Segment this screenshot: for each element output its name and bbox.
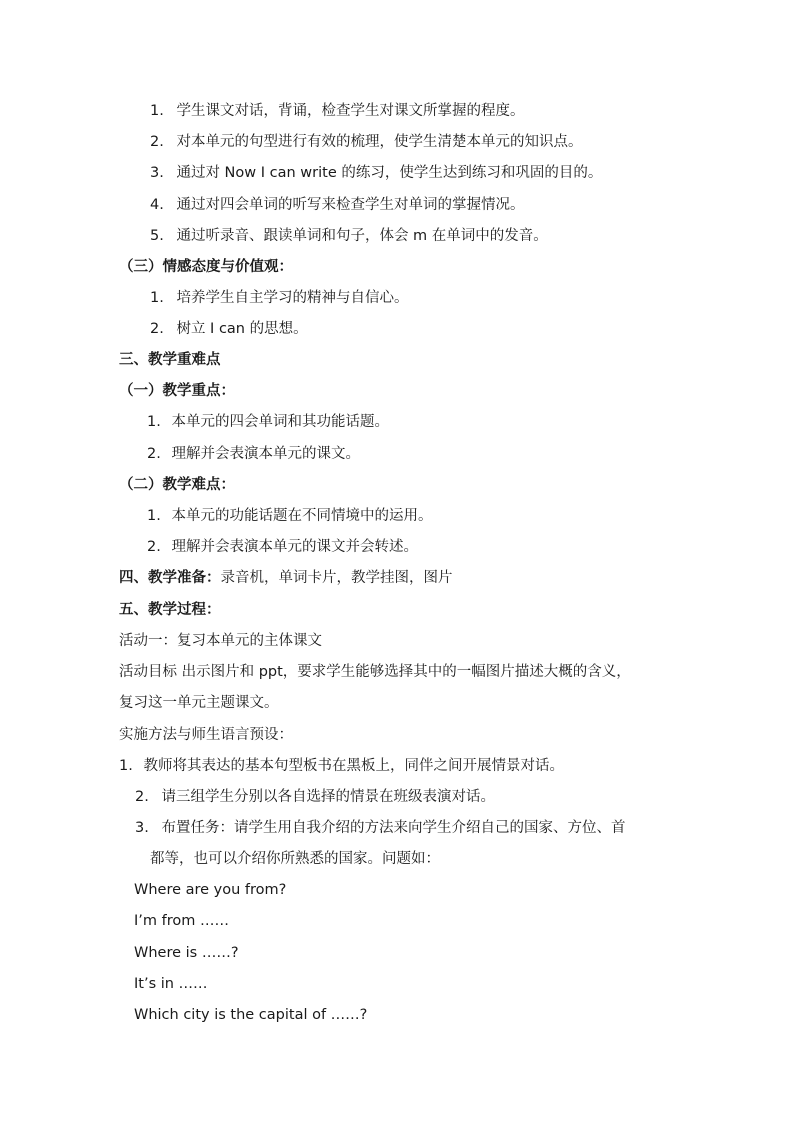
list-text: 理解并会表演本单元的课文。 xyxy=(171,446,360,462)
list-item xyxy=(150,132,582,152)
list-number: 3. xyxy=(135,820,149,836)
list-number: 2. xyxy=(147,446,161,462)
list-text: 通过对四会单词的听写来检查学生对单词的掌握情况。 xyxy=(176,197,525,213)
list-text: 本单元的功能话题在不同情境中的运用。 xyxy=(171,508,433,524)
list-number: 2. xyxy=(147,539,161,555)
list-number: 2. xyxy=(135,789,149,805)
activity-title: 活动一：复习本单元的主体课文 xyxy=(119,633,322,649)
list-number: 4. xyxy=(150,197,164,213)
list-item xyxy=(119,756,564,776)
list-item xyxy=(150,163,602,183)
list-text: 树立 I can 的思想。 xyxy=(176,321,308,337)
list-text: 通过听录音、跟读单词和句子，体会 m 在单词中的发音。 xyxy=(176,228,548,244)
list-number: 1. xyxy=(119,758,133,774)
example-sentence: I’m from …… xyxy=(134,913,229,929)
activity-goal-cont: 复习这一单元主题课文。 xyxy=(119,695,279,711)
list-number: 1. xyxy=(147,508,161,524)
section-line xyxy=(119,568,453,588)
list-item xyxy=(150,101,524,121)
list-text: 学生课文对话，背诵，检查学生对课文所掌握的程度。 xyxy=(176,103,525,119)
subsection-heading: （一）教学重点： xyxy=(119,383,235,399)
list-number: 2. xyxy=(150,134,164,150)
list-item xyxy=(150,195,524,215)
list-item xyxy=(150,226,548,246)
list-item xyxy=(135,818,625,838)
list-number: 5. xyxy=(150,228,164,244)
section-text: 录音机，单词卡片，教学挂图，图片 xyxy=(220,570,453,586)
example-sentence: Where is ……? xyxy=(134,945,239,961)
section-heading: 三、教学重难点 xyxy=(119,352,221,368)
list-number: 1. xyxy=(150,103,164,119)
list-item xyxy=(147,537,418,557)
list-item-cont: 都等，也可以介绍你所熟悉的国家。问题如： xyxy=(150,851,440,867)
list-text: 教师将其表达的基本句型板书在黑板上，同伴之间开展情景对话。 xyxy=(143,758,564,774)
example-sentence: Which city is the capital of ……? xyxy=(134,1007,368,1023)
list-item xyxy=(147,506,432,526)
example-sentence: Where are you from? xyxy=(134,882,287,898)
list-number: 1. xyxy=(147,414,161,430)
list-item xyxy=(147,412,389,432)
section-heading: 四、教学准备： xyxy=(119,570,221,586)
list-item xyxy=(150,319,308,339)
subsection-heading: （二）教学难点： xyxy=(119,477,235,493)
list-number: 3. xyxy=(150,165,164,181)
list-text: 培养学生自主学习的精神与自信心。 xyxy=(176,290,409,306)
list-text: 理解并会表演本单元的课文并会转述。 xyxy=(171,539,418,555)
activity-goal: 活动目标 出示图片和 ppt，要求学生能够选择其中的一幅图片描述大概的含义， xyxy=(119,664,631,680)
list-item xyxy=(150,288,408,308)
list-text: 本单元的四会单词和其功能话题。 xyxy=(171,414,389,430)
list-text: 对本单元的句型进行有效的梳理，使学生清楚本单元的知识点。 xyxy=(176,134,583,150)
list-item xyxy=(147,444,360,464)
list-text: 通过对 Now I can write 的练习，使学生达到练习和巩固的目的。 xyxy=(176,165,603,181)
section-heading: 五、教学过程： xyxy=(119,602,221,618)
list-text: 请三组学生分别以各自选择的情景在班级表演对话。 xyxy=(161,789,495,805)
list-item xyxy=(135,787,495,807)
method-heading: 实施方法与师生语言预设： xyxy=(119,727,293,743)
example-sentence: It’s in …… xyxy=(134,976,208,992)
list-text: 布置任务：请学生用自我介绍的方法来向学生介绍自己的国家、方位、首 xyxy=(161,820,626,836)
attitude-heading: （三）情感态度与价值观： xyxy=(119,259,293,275)
list-number: 1. xyxy=(150,290,164,306)
list-number: 2. xyxy=(150,321,164,337)
